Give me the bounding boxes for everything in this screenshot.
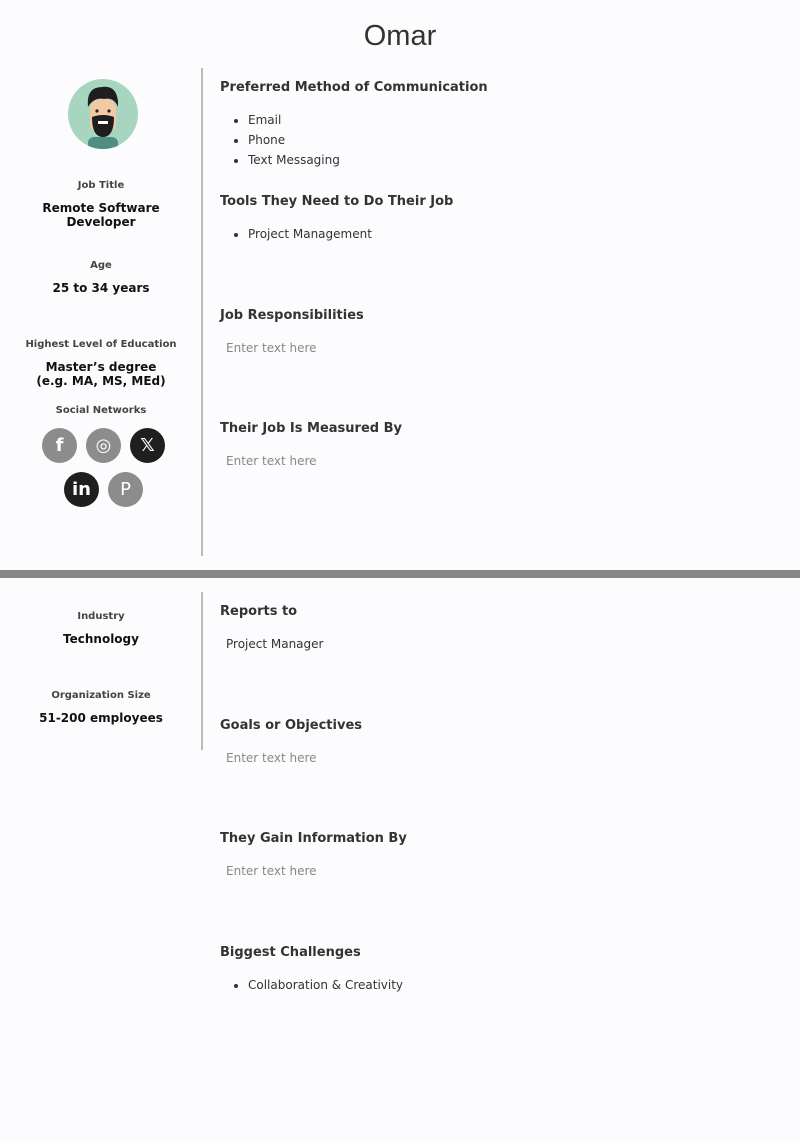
- education-label: Highest Level of Education: [25, 339, 177, 350]
- age-label: Age: [90, 260, 112, 271]
- list-item: • Project Management: [248, 224, 372, 244]
- social-networks-label: Social Networks: [55, 405, 147, 416]
- pinterest-icon[interactable]: P: [108, 472, 143, 507]
- gain-info-input[interactable]: Enter text here: [226, 864, 317, 878]
- challenges-list: [248, 975, 403, 995]
- avatar: [68, 79, 138, 149]
- job-title-value: Remote Software Developer: [42, 201, 160, 229]
- linkedin-icon[interactable]: in: [64, 472, 99, 507]
- x-icon[interactable]: 𝕏: [130, 428, 165, 463]
- column-divider: [201, 68, 203, 556]
- communication-list: [248, 110, 340, 170]
- column-divider: [201, 592, 203, 750]
- org-size-value: 51-200 employees: [39, 711, 163, 725]
- responsibilities-input[interactable]: Enter text here: [226, 341, 317, 355]
- gain-info-heading: They Gain Information By: [220, 831, 407, 846]
- goals-heading: Goals or Objectives: [220, 718, 362, 733]
- section-divider: [0, 570, 800, 578]
- communication-heading: Preferred Method of Communication: [220, 80, 488, 95]
- persona-name: Omar: [363, 20, 437, 52]
- list-item: • Text Messaging: [248, 150, 340, 170]
- list-item: • Collaboration & Creativity: [248, 975, 403, 995]
- education-value: Master’s degree (e.g. MA, MS, MEd): [36, 360, 166, 388]
- tools-heading: Tools They Need to Do Their Job: [220, 194, 454, 209]
- age-value: 25 to 34 years: [52, 281, 150, 295]
- measured-by-input[interactable]: Enter text here: [226, 454, 317, 468]
- facebook-icon[interactable]: f: [42, 428, 77, 463]
- org-size-label: Organization Size: [51, 690, 151, 701]
- responsibilities-heading: Job Responsibilities: [220, 308, 364, 323]
- instagram-icon[interactable]: ◎: [86, 428, 121, 463]
- reports-to-value[interactable]: Project Manager: [226, 637, 324, 651]
- job-title-label: Job Title: [77, 180, 125, 191]
- list-item: • Phone: [248, 130, 340, 150]
- measured-by-heading: Their Job Is Measured By: [220, 421, 402, 436]
- industry-label: Industry: [77, 611, 125, 622]
- reports-to-heading: Reports to: [220, 604, 298, 619]
- challenges-heading: Biggest Challenges: [220, 945, 361, 960]
- industry-value: Technology: [63, 632, 139, 646]
- list-item: • Email: [248, 110, 340, 130]
- goals-input[interactable]: Enter text here: [226, 751, 317, 765]
- tools-list: [248, 224, 372, 244]
